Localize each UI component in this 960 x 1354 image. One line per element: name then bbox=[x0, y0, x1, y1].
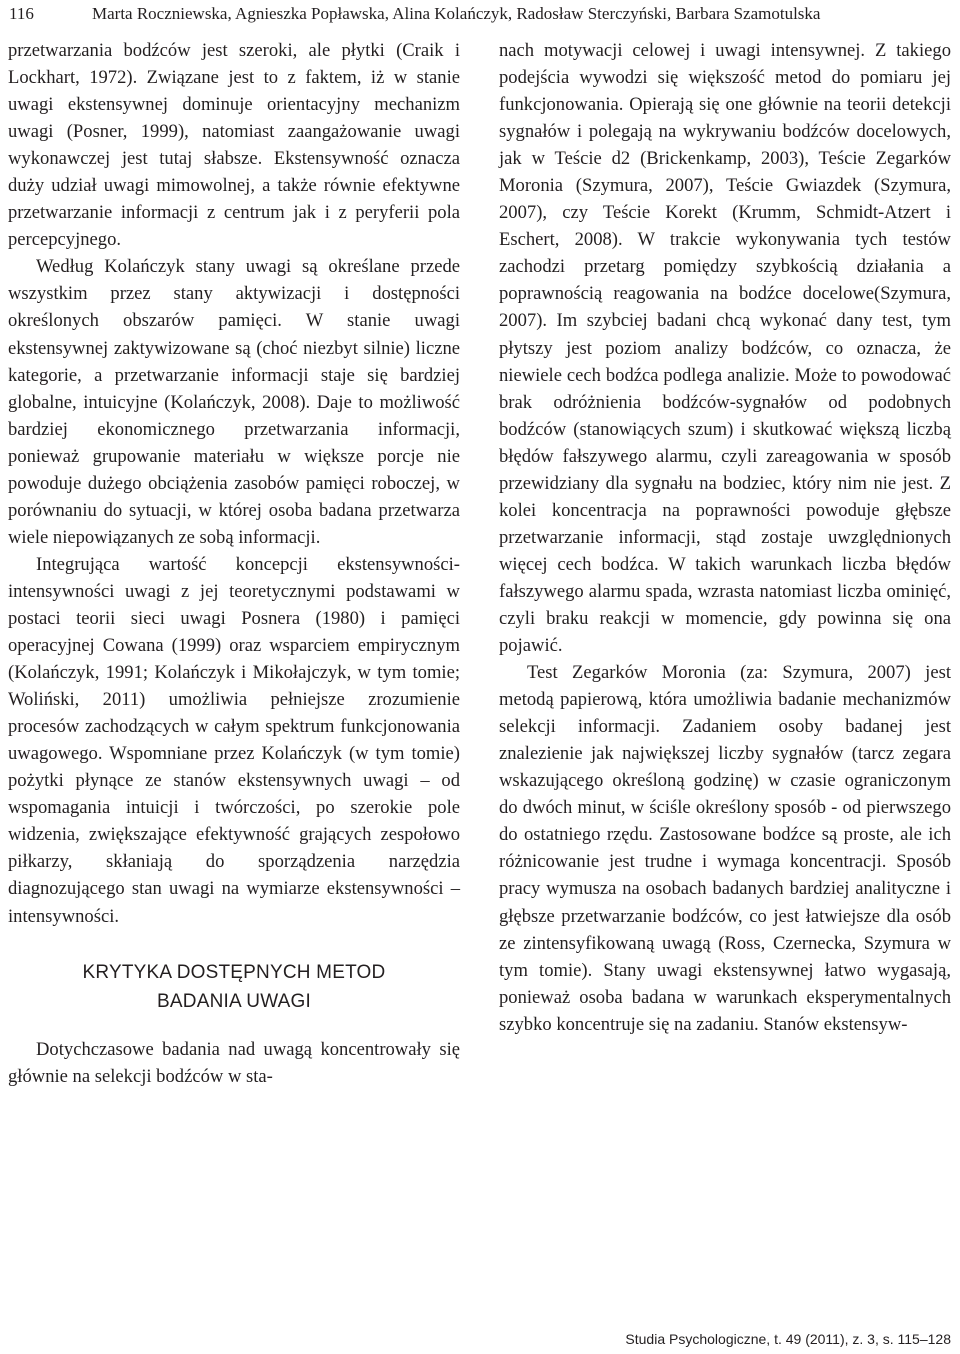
body-paragraph: Integrująca wartość koncepcji ekstensywności-intensywności uwagi z jej teoretycznymi podstawami w postaci teorii sieci uwagi Posnera (1980) i pamięci operacyjnej Cowana (1999) oraz wsparciem empirycznym (Kolańczyk, 1991; Kolańczyk i Mikołajczyk, w tym tomie; Woliński, 2011) umożliwia pełniejsze zrozumienie procesów zachodzących w całym spektrum funkcjonowania uwagowego. Wspomniane przez Kolańczyk (w tym tomie) pożytki płynące ze stanów ekstensywnych uwagi – od wspomagania intuicji i twórczości, po szerokie pole widzenia, zwiększające efektywność grających zespołowo piłkarzy, skłaniają do sporządzenia narzędzia diagnozującego stan uwagi na wymiarze ekstensywności – intensywności. bbox=[8, 553, 460, 927]
body-paragraph: Według Kolańczyk stany uwagi są określane przede wszystkim przez stany aktywizacji i dostępności określonych obszarów pamięci. W stanie uwagi ekstensywnej zaktywizowane są (choć niezbyt silnie) liczne kategorie, a przetwarzanie informacji staje się bardziej globalne, intuicyjne (Kolańczyk, 2008). Daje to możliwość bardziej ekonomicznego przetwarzania informacji, ponieważ grupowanie materiału w większe porcje nie powoduje dużego obciążenia zasobów pamięci roboczej, w porównaniu do sytuacji, w której osoba badana przetwarza wiele niepowiązanych ze sobą informacji. bbox=[8, 256, 460, 548]
section-heading-line: BADANIA UWAGI bbox=[157, 990, 311, 1012]
left-column bbox=[8, 37, 460, 1090]
body-paragraph: przetwarzania bodźców jest szeroki, ale płytki (Craik i Lockhart, 1972). Związane jest to z faktem, iż w stanie uwagi ekstensywnej dominuje orientacyjny mechanizm uwagi (Posner, 1999), natomiast zaangażowanie uwagi wykonawczej jest tutaj słabsze. Ekstensywność oznacza duży udział uwagi mimowolnej, a także równie efektywne przetwarzanie informacji z centrum jak i z peryferii pola percepcyjnego. bbox=[8, 40, 460, 251]
page-number: 116 bbox=[9, 4, 34, 23]
section-heading-line: KRYTYKA DOSTĘPNYCH METOD bbox=[82, 961, 386, 983]
body-paragraph: Dotychczasowe badania nad uwagą koncentrowały się głównie na selekcji bodźców w sta- bbox=[8, 1038, 460, 1087]
section-heading bbox=[8, 958, 460, 1016]
body-paragraph: nach motywacji celowej i uwagi intensywnej. Z takiego podejścia wywodzi się większość metod do pomiaru jej funkcjonowania. Opierają się one głównie na teorii detekcji sygnałów i polegają na wykrywaniu bodźców docelowych, jak w Teście d2 (Brickenkamp, 2003), Teście Zegarków Moronia (Szymura, 2007), Teście Gwiazdek (Szymura, 2007), czy Teście Korekt (Krumm, Schmidt-Atzert i Eschert, 2008). W trakcie wykonywania tych testów zachodzi przetarg pomiędzy szybkością działania a poprawnością reagowania na bodźce docelowe(Szymura, 2007). Im szybciej badani chcą wykonać dany test, tym płytszy jest poziom analizy bodźców, co oznacza, że niewiele cech bodźca podlega analizie. Może to powodować brak odróżnienia bodźców-sygnałów od podobnych bodźców (stanowiących szum) i skutkować większą liczbą błędów fałszywego alarmu, czyli zareagowania w sposób przewidziany dla sygnału na bodziec, który nim nie jest. Z kolei koncentracja na poprawności powoduje głębsze przetwarzanie informacji, stąd zostaje uwzględnionych więcej cech bodźca. W takich warunkach liczba błędów fałszywego alarmu spada, wzrasta natomiast liczba ominięć, czyli braku reakcji w momencie, gdy powinna się ona pojawić. bbox=[499, 40, 951, 657]
body-paragraph: Test Zegarków Moronia (za: Szymura, 2007) jest metodą papierową, która umożliwia badanie mechanizmów selekcji informacji. Zadaniem osoby badanej jest znalezienie jak największej liczby sygnałów (tarcz zegara wskazującego określoną godzinę) w czasie ograniczonym do dwóch minut, w ściśle określony sposób - od pierwszego do ostatniego rzędu. Zastosowane bodźce są proste, ale ich różnicowanie jest trudne i wymaga koncentracji. Sposób pracy wymusza na osobach badanych bardziej analityczne i głębsze przetwarzanie bodźców, co jest łatwiejsze dla osób ze zintensyfikowaną uwagą (Ross, Czernecka, Szymura w tym tomie). Stany uwagi ekstensywnej łatwo wygasają, ponieważ osoba badana w warunkach eksperymentalnych szybko koncentruje się na zadaniu. Stanów ekstensyw- bbox=[499, 662, 951, 1035]
journal-citation: Studia Psychologiczne, t. 49 (2011), z. 3, s. 115–128 bbox=[625, 1331, 951, 1347]
running-head-authors: Marta Roczniewska, Agnieszka Popławska, Alina Kolańczyk, Radosław Sterczyński, Barbara Szamotulska bbox=[92, 4, 821, 23]
right-column bbox=[499, 37, 951, 1038]
